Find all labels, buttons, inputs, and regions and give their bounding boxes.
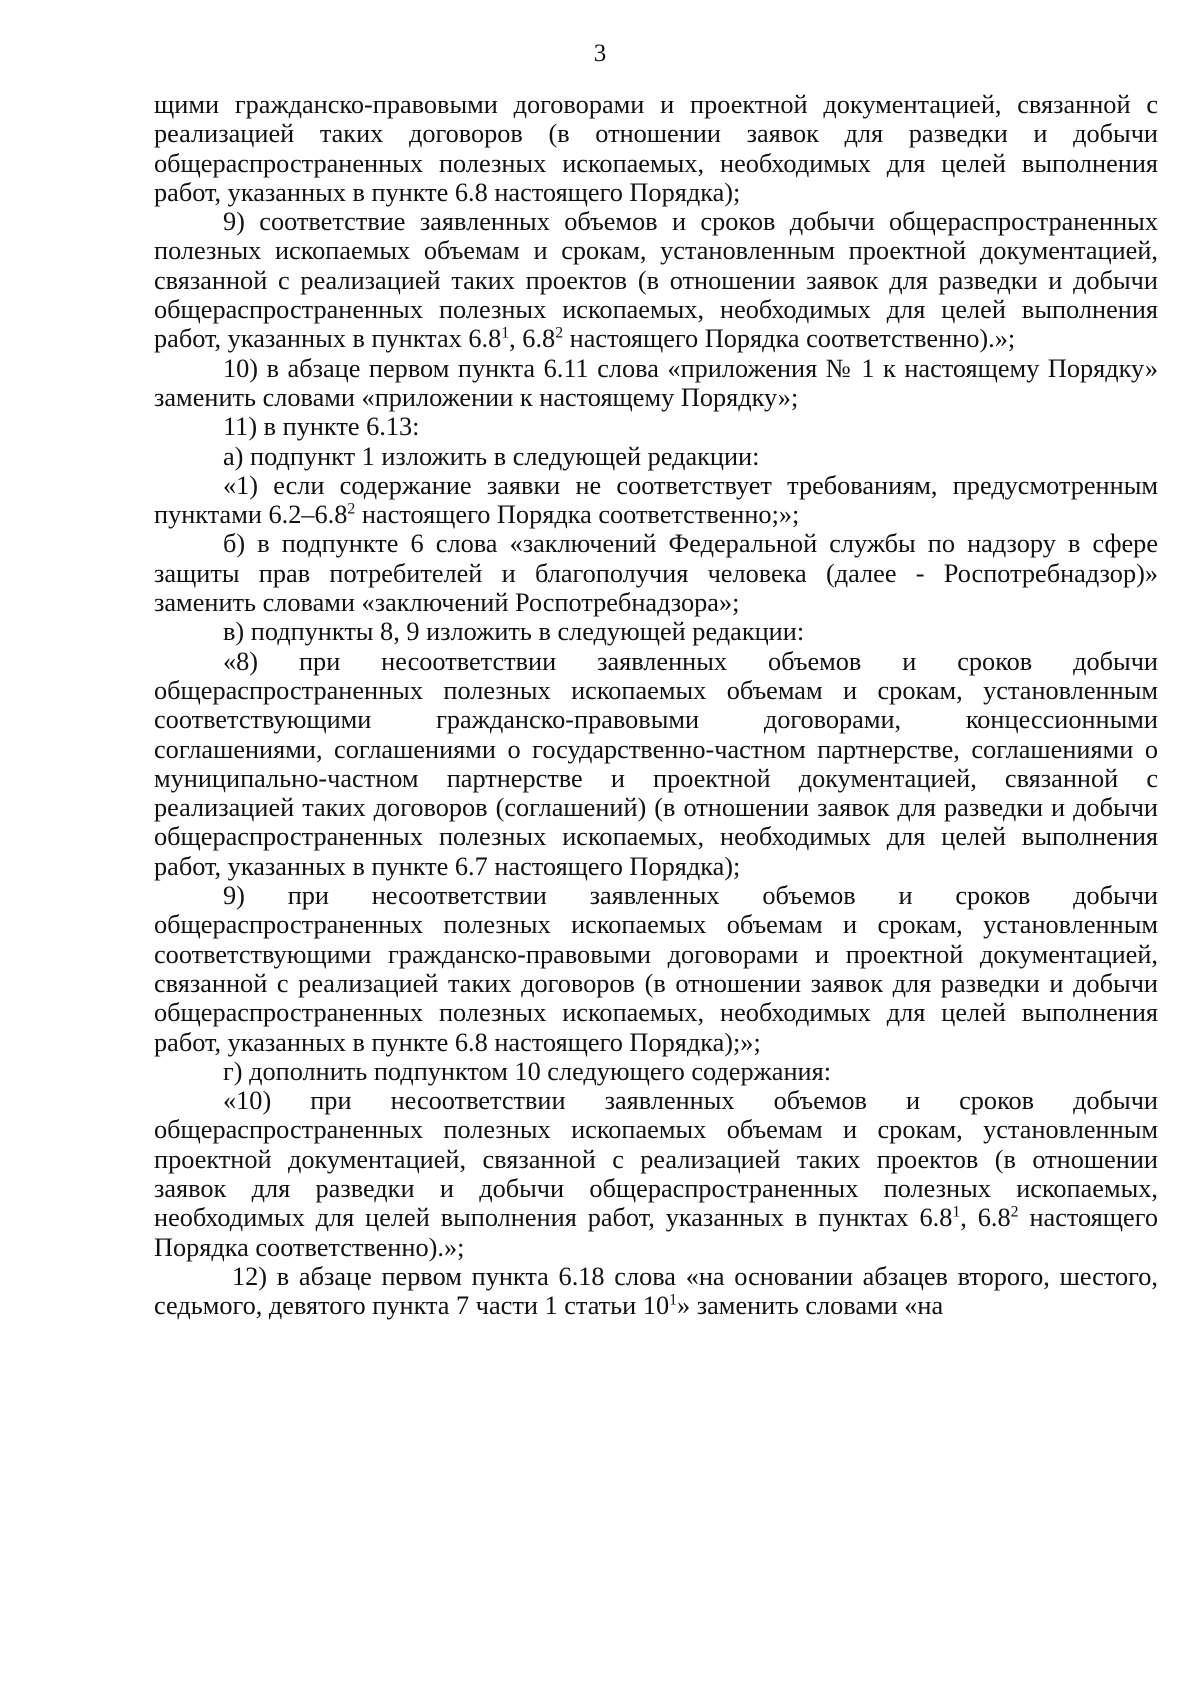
paragraph-item-10 bbox=[154, 354, 1158, 413]
paragraph-continuation bbox=[154, 90, 1158, 207]
superscript: 1 bbox=[952, 1203, 961, 1221]
paragraph-item-9 bbox=[154, 207, 1158, 353]
superscript: 1 bbox=[669, 1291, 678, 1309]
text-run: 12) в абзаце первом пункта 6.18 слова «на основании абзацев второго, шестого, седьмого, девятого пункта 7 части 1 статьи 10 bbox=[154, 1261, 1158, 1321]
superscript: 2 bbox=[347, 500, 356, 518]
text-run: , 6.8 bbox=[509, 324, 556, 354]
text-run: , 6.8 bbox=[960, 1203, 1011, 1233]
text-run: настоящего Порядка соответственно).»; bbox=[154, 1203, 1158, 1262]
text-run: г) дополнить подпунктом 10 следующего содержания: bbox=[223, 1056, 832, 1086]
paragraph-sub-a bbox=[154, 442, 1158, 471]
text-run: 11) в пункте 6.13: bbox=[223, 412, 420, 442]
text-run: а) подпункт 1 изложить в следующей редакции: bbox=[223, 441, 760, 471]
superscript: 1 bbox=[501, 324, 510, 342]
text-run: » заменить словами «на bbox=[677, 1291, 944, 1321]
paragraph-sub-a-text bbox=[154, 471, 1158, 530]
text-run: 9) при несоответствии заявленных объемов и сроков добычи общераспространенных полезных ископаемых объемам и срокам, установленным соответствующими гражданско-правовыми договорами и проектной документацией, связанной с реализацией таких договоров (в отношении заявок для разведки и добычи общераспространенных полезных ископаемых, необходимых для целей выполнения работ, указанных в пункте 6.8 настоящего Порядка);»; bbox=[154, 881, 1158, 1057]
text-run: «8) при несоответствии заявленных объемов и сроков добычи общераспространенных полезных ископаемых объемам и срокам, установленным соответствующими гражданско-правовыми договорами, концессионными соглашениями, соглашениями о государственно-частном партнерстве, соглашениями о муниципально-частном партнерстве и проектной документацией, связанной с реализацией таких договоров (соглашений) (в отношении заявок для разведки и добычи общераспространенных полезных ископаемых, необходимых для целей выполнения работ, указанных в пункте 6.7 настоящего Порядка); bbox=[154, 646, 1158, 881]
text-run: «10) при несоответствии заявленных объемов и сроков добычи общераспространенных полезных ископаемых объемам и срокам, установленным проектной документацией, связанной с реализацией таких проектов (в отношении заявок для разведки и добычи общераспространенных полезных ископаемых, необходимых для целей выполнения работ, указанных в пунктах 6.8 bbox=[154, 1086, 1158, 1233]
paragraph-sub-v-9 bbox=[154, 881, 1158, 1057]
paragraph-item-11 bbox=[154, 412, 1158, 441]
text-run: б) в подпункте 6 слова «заключений Федеральной службы по надзору в сфере защиты прав потребителей и благополучия человека (далее - Роспотребнадзор)» заменить словами «заключений Роспотребнадзора»; bbox=[154, 529, 1158, 618]
text-run: «1) если содержание заявки не соответствует требованиям, предусмотренным пунктами 6.2–6.8 bbox=[154, 470, 1158, 530]
paragraph-item-12 bbox=[154, 1262, 1158, 1321]
paragraph-sub-b bbox=[154, 529, 1158, 617]
paragraph-sub-v bbox=[154, 617, 1158, 646]
paragraph-sub-g bbox=[154, 1057, 1158, 1086]
text-run: 9) соответствие заявленных объемов и сроков добычи общераспространенных полезных ископаемых объемам и срокам, установленным проектной документацией, связанной с реализацией таких проектов (в отношении заявок для разведки и добычи общераспространенных полезных ископаемых, необходимых для целей выполнения работ, указанных в пунктах 6.8 bbox=[154, 207, 1158, 354]
page-number: 3 bbox=[593, 40, 607, 67]
paragraph-sub-g-10 bbox=[154, 1086, 1158, 1262]
paragraph-sub-v-8 bbox=[154, 647, 1158, 881]
text-run: настоящего Порядка соответственно;»; bbox=[355, 500, 800, 530]
document-body bbox=[154, 90, 1158, 1320]
text-run: щими гражданско-правовыми договорами и проектной документацией, связанной с реализацией таких договоров (в отношении заявок для разведки и добычи общераспространенных полезных ископаемых, необходимых для целей выполнения работ, указанных в пункте 6.8 настоящего Порядка); bbox=[154, 90, 1158, 207]
superscript: 2 bbox=[555, 324, 564, 342]
text-run: настоящего Порядка соответственно).»; bbox=[563, 324, 1016, 354]
text-run: 10) в абзаце первом пункта 6.11 слова «приложения № 1 к настоящему Порядку» заменить словами «приложении к настоящему Порядку»; bbox=[154, 353, 1158, 412]
text-run: в) подпункты 8, 9 изложить в следующей редакции: bbox=[223, 617, 805, 647]
superscript: 2 bbox=[1010, 1203, 1019, 1221]
